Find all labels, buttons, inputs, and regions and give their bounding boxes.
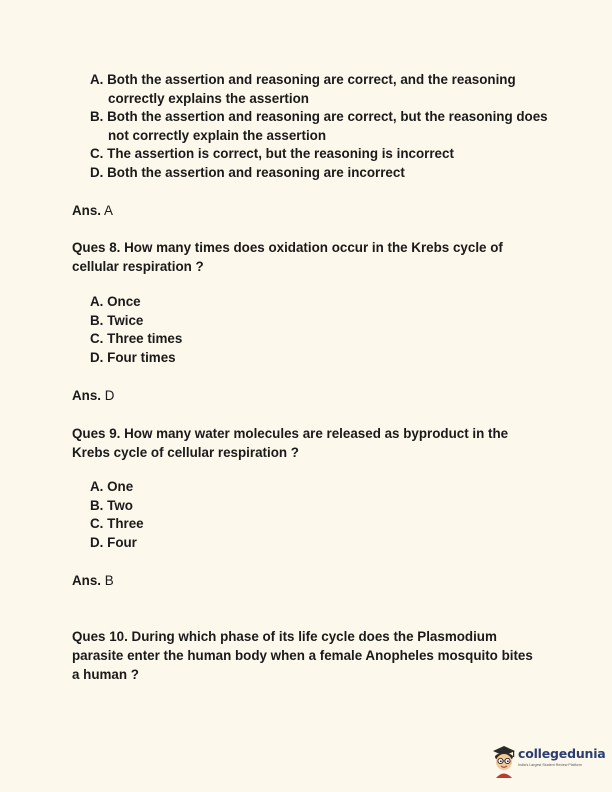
option-text: Three times — [107, 331, 183, 346]
option-label: D. — [90, 165, 104, 180]
answer-prefix: Ans. — [72, 388, 102, 403]
q9-option-c — [90, 515, 550, 534]
option-label: C. — [90, 331, 104, 346]
option-text: Both the assertion and reasoning are correct, but the reasoning does not correctly explain the assertion — [107, 109, 548, 143]
option-text: Both the assertion and reasoning are correct, and the reasoning correctly explains the assertion — [107, 72, 516, 106]
option-text: The assertion is correct, but the reasoning is incorrect — [107, 146, 454, 161]
answer-value: B — [104, 573, 114, 588]
option-text: Four — [107, 535, 137, 550]
option-label: D. — [90, 535, 104, 550]
q9-answer — [72, 572, 114, 590]
q8-question: Ques 8. How many times does oxidation occur in the Krebs cycle of cellular respiration ? — [72, 240, 503, 274]
mascot-icon — [490, 744, 518, 778]
option-text: Three — [107, 516, 144, 531]
option-label: A. — [90, 479, 104, 494]
option-label: D. — [90, 350, 104, 365]
q8-option-c — [90, 330, 550, 349]
answer-prefix: Ans. — [72, 203, 102, 218]
q9-option-b — [90, 497, 550, 516]
option-text: Four times — [107, 350, 176, 365]
brand-name: collegedunia — [518, 746, 606, 761]
option-label: B. — [90, 109, 104, 124]
brand-tagline: India's Largest Student Review Platform — [518, 763, 582, 767]
q8-option-b — [90, 312, 550, 331]
option-text: Twice — [107, 313, 144, 328]
q7-option-b — [90, 108, 568, 145]
option-label: A. — [90, 72, 104, 87]
answer-value: D — [104, 388, 115, 403]
q9-option-a — [90, 478, 550, 497]
option-label: C. — [90, 146, 104, 161]
option-text: Two — [107, 498, 133, 513]
q8-answer — [72, 387, 114, 405]
answer-value: A — [104, 203, 113, 218]
q8-option-a — [90, 293, 550, 312]
q9-question: Ques 9. How many water molecules are released as byproduct in the Krebs cycle of cellular respiration ? — [72, 426, 509, 460]
q9-option-d — [90, 534, 550, 553]
option-label: A. — [90, 294, 104, 309]
option-text: Once — [107, 294, 141, 309]
option-text: Both the assertion and reasoning are incorrect — [107, 165, 405, 180]
option-label: B. — [90, 498, 104, 513]
q10-question: Ques 10. During which phase of its life cycle does the Plasmodium parasite enter the human body when a female Anopheles mosquito bites a human ? — [72, 629, 533, 682]
collegedunia-logo — [490, 742, 606, 780]
q8-option-d — [90, 349, 550, 368]
q7-option-a — [90, 71, 568, 108]
q7-answer — [72, 202, 113, 220]
option-label: C. — [90, 516, 104, 531]
option-label: B. — [90, 313, 104, 328]
option-text: One — [107, 479, 134, 494]
q7-option-d — [90, 164, 550, 183]
answer-prefix: Ans. — [72, 573, 102, 588]
q7-option-c — [90, 145, 550, 164]
